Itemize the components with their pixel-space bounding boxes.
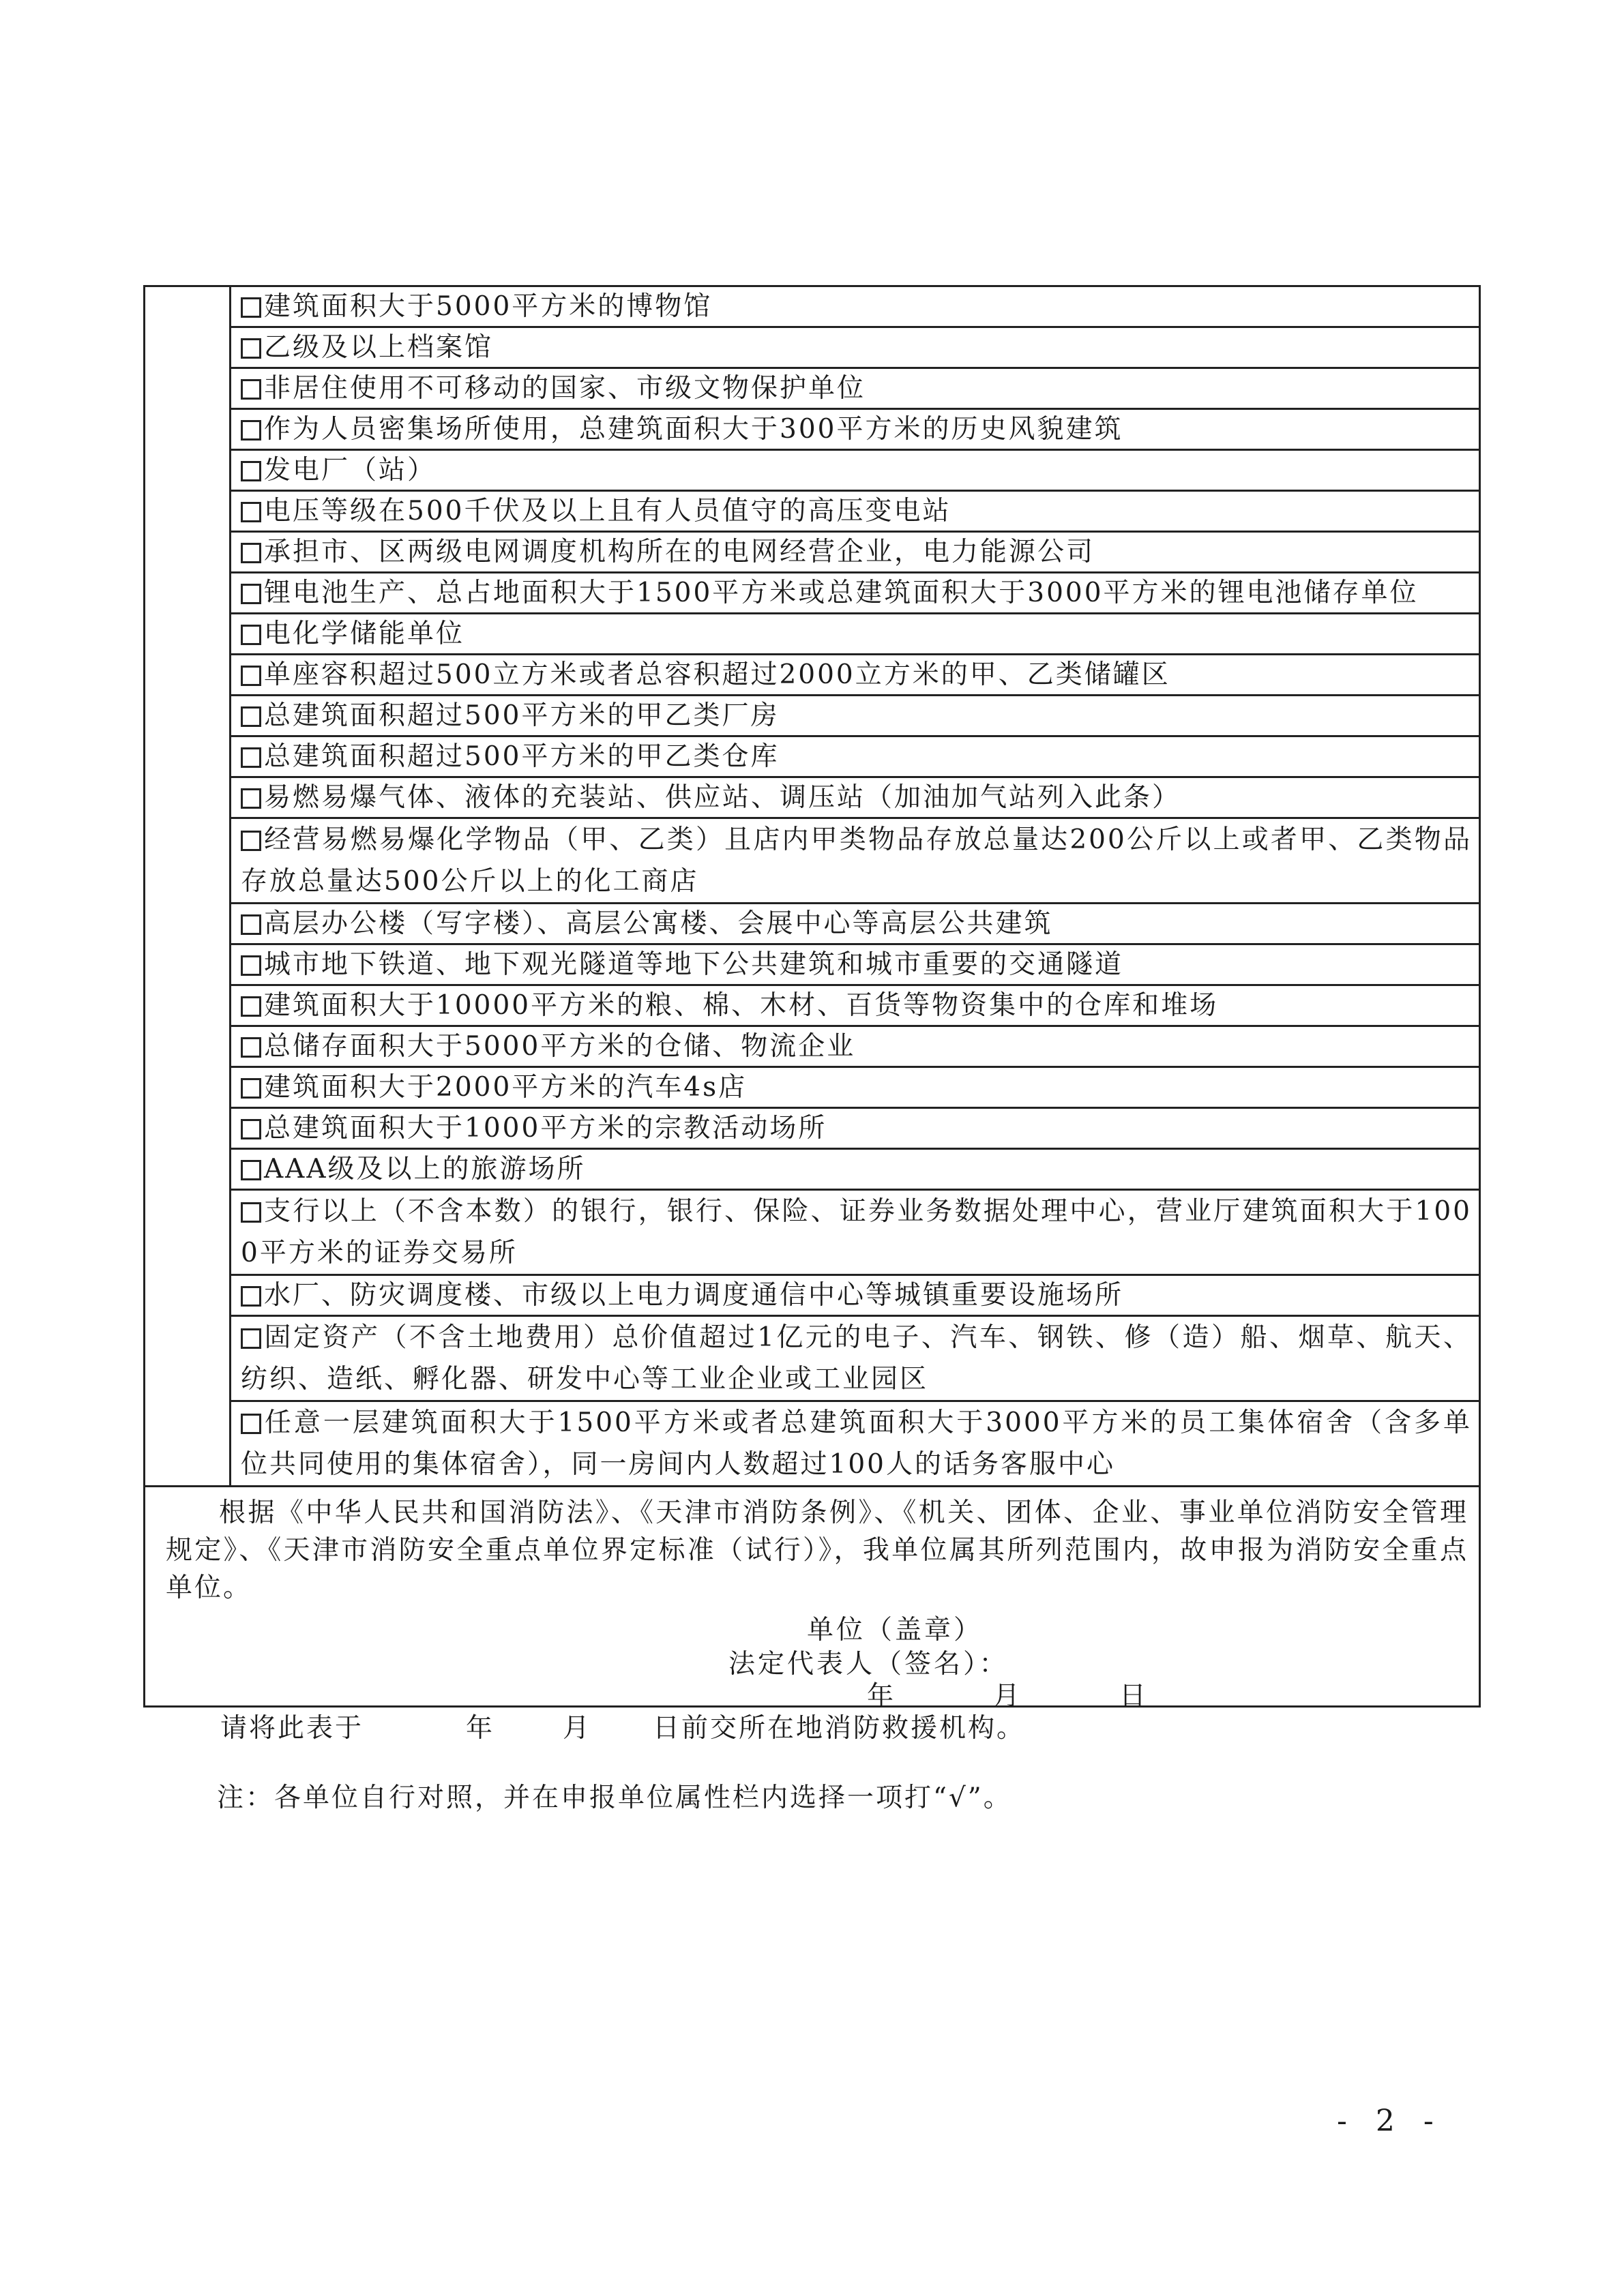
option-cell[interactable] — [231, 1401, 1480, 1487]
option-text: 支行以上（不含本数）的银行，银行、保险、证券业务数据处理中心，营业厅建筑面积大于1000平方米的证券交易所 — [241, 1196, 1472, 1268]
option-cell[interactable] — [231, 655, 1480, 696]
submit-month-label: 月 — [563, 1713, 592, 1744]
option-row — [145, 904, 1480, 944]
date-day-label: 日 — [1119, 1681, 1147, 1712]
option-row — [145, 573, 1480, 614]
submit-prefix: 请将此表于 — [220, 1713, 364, 1744]
checkbox[interactable] — [241, 1160, 261, 1180]
legal-rep-signature-field[interactable]: 法定代表人（签名）： — [728, 1649, 1009, 1680]
checkbox[interactable] — [241, 914, 261, 935]
date-month-label: 月 — [993, 1681, 1020, 1712]
declaration-row — [145, 1487, 1480, 1707]
option-cell[interactable] — [231, 1149, 1480, 1190]
checkbox[interactable] — [241, 831, 261, 851]
submit-year-label: 年 — [466, 1713, 495, 1744]
option-row — [145, 614, 1480, 655]
checkbox[interactable] — [241, 502, 261, 522]
option-row — [145, 1026, 1480, 1067]
option-text: 城市地下铁道、地下观光隧道等地下公共建筑和城市重要的交通隧道 — [264, 949, 1124, 980]
checkbox[interactable] — [241, 625, 261, 645]
option-row — [145, 985, 1480, 1026]
option-row — [145, 944, 1480, 985]
option-text: 总建筑面积超过500平方米的甲乙类仓库 — [264, 741, 780, 772]
option-row — [145, 450, 1480, 491]
footnote: 注：各单位自行对照，并在申报单位属性栏内选择一项打“√”。 — [217, 1783, 1012, 1813]
option-cell[interactable] — [231, 818, 1480, 904]
option-cell[interactable] — [231, 614, 1480, 655]
attribute-label-cell — [145, 286, 231, 1487]
option-text: 总建筑面积超过500平方米的甲乙类厂房 — [264, 700, 780, 731]
option-text: 水厂、防灾调度楼、市级以上电力调度通信中心等城镇重要设施场所 — [264, 1280, 1124, 1311]
option-cell[interactable] — [231, 450, 1480, 491]
checkbox[interactable] — [241, 297, 261, 318]
page-number: - 2 - — [1337, 2104, 1443, 2138]
option-row — [145, 818, 1480, 904]
option-cell[interactable] — [231, 1316, 1480, 1401]
option-text: 高层办公楼（写字楼）、高层公寓楼、会展中心等高层公共建筑 — [264, 908, 1053, 939]
option-text: 总建筑面积大于1000平方米的宗教活动场所 — [264, 1113, 827, 1144]
option-row — [145, 491, 1480, 532]
option-row — [145, 736, 1480, 777]
option-text: 电化学储能单位 — [264, 618, 465, 649]
option-cell[interactable] — [231, 777, 1480, 818]
submit-deadline-line — [220, 1707, 1025, 1745]
option-text: 经营易燃易爆化学物品（甲、乙类）且店内甲类物品存放总量达200公斤以上或者甲、乙类物品存放总量达500公斤以上的化工商店 — [241, 824, 1472, 897]
option-row — [145, 1108, 1480, 1149]
option-row — [145, 1190, 1480, 1275]
declaration-cell — [145, 1487, 1480, 1744]
date-year-label: 年 — [867, 1681, 894, 1712]
option-row — [145, 327, 1480, 368]
checkbox[interactable] — [241, 1286, 261, 1307]
option-cell[interactable] — [231, 1275, 1480, 1316]
option-row — [145, 1067, 1480, 1108]
option-row — [145, 368, 1480, 409]
checkbox[interactable] — [241, 543, 261, 563]
option-text: 建筑面积大于10000平方米的粮、棉、木材、百货等物资集中的仓库和堆场 — [264, 990, 1219, 1021]
checkbox[interactable] — [241, 666, 261, 686]
option-text: 非居住使用不可移动的国家、市级文物保护单位 — [264, 373, 866, 404]
checkbox[interactable] — [241, 420, 261, 441]
option-cell[interactable] — [231, 1067, 1480, 1108]
option-row — [145, 1149, 1480, 1190]
checkbox[interactable] — [241, 1328, 261, 1349]
seal-field[interactable]: 单位（盖章） — [807, 1615, 984, 1645]
option-text: 易燃易爆气体、液体的充装站、供应站、调压站（加油加气站列入此条） — [264, 782, 1181, 813]
application-form-table — [143, 285, 1481, 1744]
checkbox[interactable] — [241, 706, 261, 727]
option-row — [145, 409, 1480, 450]
option-text: 电压等级在500千伏及以上且有人员值守的高压变电站 — [264, 496, 951, 526]
option-cell[interactable] — [231, 1190, 1480, 1275]
option-text: 单座容积超过500立方米或者总容积超过2000立方米的甲、乙类储罐区 — [264, 659, 1170, 690]
checkbox[interactable] — [241, 955, 261, 976]
option-text: 乙级及以上档案馆 — [264, 332, 494, 363]
checkbox[interactable] — [241, 379, 261, 400]
checkbox[interactable] — [241, 1037, 261, 1058]
option-cell[interactable] — [231, 944, 1480, 985]
checkbox[interactable] — [241, 788, 261, 809]
checkbox[interactable] — [241, 1414, 261, 1434]
declaration-text: 根据《中华人民共和国消防法》、《天津市消防条例》、《机关、团体、企业、事业单位消防安全管理规定》、《天津市消防安全重点单位界定标准（试行）》，我单位属其所列范围内，故申报为消防安全重点单位。 — [166, 1497, 1468, 1603]
option-row — [145, 655, 1480, 696]
option-cell[interactable] — [231, 491, 1480, 532]
option-text: AAA级及以上的旅游场所 — [264, 1154, 586, 1184]
checkbox[interactable] — [241, 338, 261, 359]
checkbox[interactable] — [241, 1119, 261, 1139]
option-cell[interactable] — [231, 409, 1480, 450]
option-row — [145, 532, 1480, 573]
option-text: 任意一层建筑面积大于1500平方米或者总建筑面积大于3000平方米的员工集体宿舍（含多单位共同使用的集体宿舍），同一房间内人数超过100人的话务客服中心 — [241, 1407, 1472, 1480]
option-cell[interactable] — [231, 532, 1480, 573]
checkbox[interactable] — [241, 996, 261, 1017]
option-text: 建筑面积大于5000平方米的博物馆 — [264, 291, 713, 322]
option-cell[interactable] — [231, 904, 1480, 944]
submit-suffix: 日前交所在地消防救援机构。 — [653, 1713, 1026, 1744]
option-cell[interactable] — [231, 286, 1480, 327]
option-text: 固定资产（不含土地费用）总价值超过1亿元的电子、汽车、钢铁、修（造）船、烟草、航天、纺织、造纸、孵化器、研发中心等工业企业或工业园区 — [241, 1322, 1472, 1395]
checkbox[interactable] — [241, 1078, 261, 1099]
option-text: 建筑面积大于2000平方米的汽车4s店 — [264, 1072, 748, 1103]
checkbox[interactable] — [241, 584, 261, 604]
option-row — [145, 1275, 1480, 1316]
option-text: 总储存面积大于5000平方米的仓储、物流企业 — [264, 1031, 856, 1062]
checkbox[interactable] — [241, 747, 261, 768]
option-cell[interactable] — [231, 368, 1480, 409]
option-row — [145, 1316, 1480, 1401]
option-row — [145, 286, 1480, 327]
option-text: 发电厂（站） — [264, 455, 437, 486]
option-text: 锂电池生产、总占地面积大于1500平方米或总建筑面积大于3000平方米的锂电池储存单位 — [264, 578, 1419, 608]
option-cell[interactable] — [231, 736, 1480, 777]
option-cell[interactable] — [231, 327, 1480, 368]
option-row — [145, 1401, 1480, 1487]
unit-attribute-options — [145, 286, 1480, 1487]
checkbox[interactable] — [241, 461, 261, 481]
checkbox[interactable] — [241, 1202, 261, 1223]
option-text: 承担市、区两级电网调度机构所在的电网经营企业，电力能源公司 — [264, 537, 1095, 567]
option-row — [145, 777, 1480, 818]
option-cell[interactable] — [231, 696, 1480, 736]
option-cell[interactable] — [231, 573, 1480, 614]
option-row — [145, 696, 1480, 736]
option-cell[interactable] — [231, 1026, 1480, 1067]
option-cell[interactable] — [231, 985, 1480, 1026]
option-cell[interactable] — [231, 1108, 1480, 1149]
option-text: 作为人员密集场所使用，总建筑面积大于300平方米的历史风貌建筑 — [264, 414, 1123, 445]
